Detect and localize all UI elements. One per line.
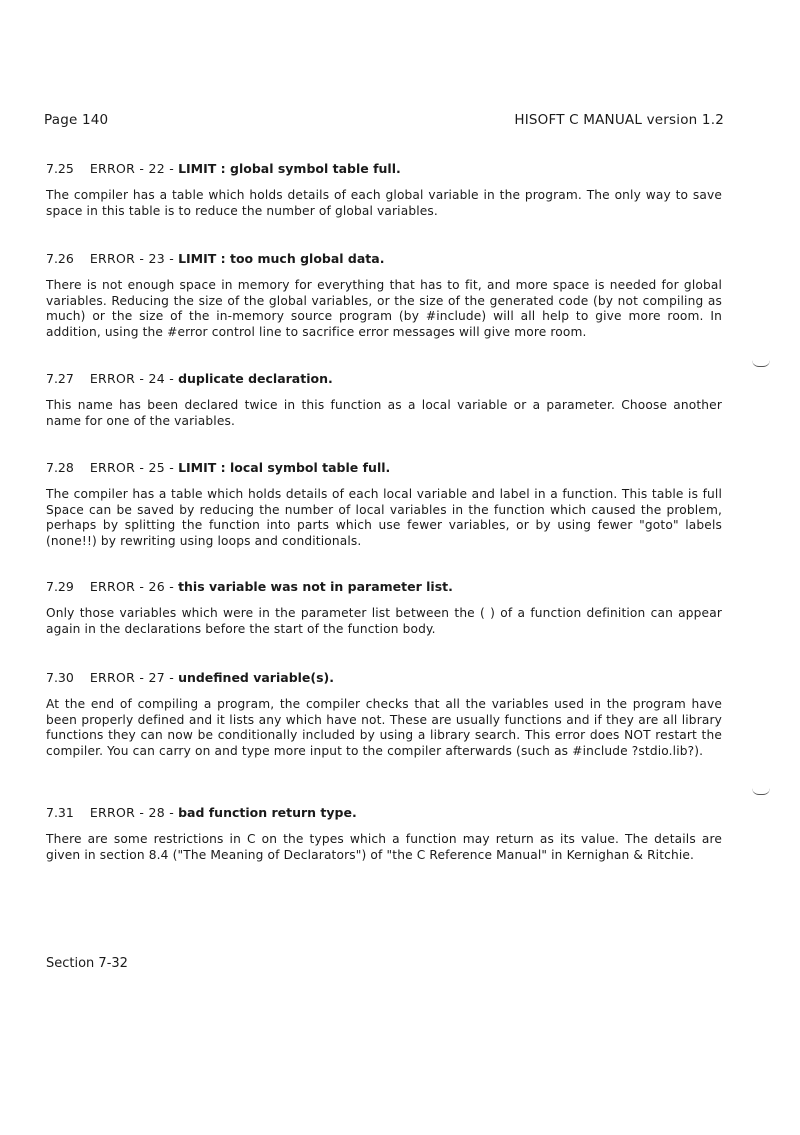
section-body: The compiler has a table which holds details of each global variable in the program. The only way to save space in this table is to reduce the number of global variables.: [46, 188, 722, 218]
section-number: 7.26: [46, 251, 74, 266]
section-body: This name has been declared twice in this function as a local variable or a parameter. Choose another name for one of the variables.: [46, 398, 722, 428]
error-code: ERROR - 25 -: [89, 460, 175, 475]
page-footer: Section 7-32: [46, 956, 128, 971]
page-number: Page 140: [44, 112, 109, 128]
error-code: ERROR - 28 -: [89, 805, 175, 820]
section-body: There are some restrictions in C on the types which a function may return as its value. The details are given in section 8.4 ("The Meaning of Declarators") of "the C Reference Manual" in Kernighan & Ritchie.: [46, 832, 722, 862]
section-number: 7.31: [46, 805, 74, 820]
section-number: 7.25: [46, 161, 74, 176]
error-section: [46, 161, 722, 219]
section-number: 7.30: [46, 670, 74, 685]
error-section: [46, 579, 722, 637]
error-code: ERROR - 24 -: [89, 371, 175, 386]
section-body: There is not enough space in memory for everything that has to fit, and more space is needed for global variables. Reducing the size of the global variables, or the size of the generated code (by not compiling as much) or the size of the in-memory source program (by #include) will all help to give more room. In addition, using the #error control line to sacrifice error messages will give more room.: [46, 278, 722, 339]
error-message: this variable was not in parameter list.: [178, 579, 453, 594]
page-header: [44, 112, 724, 128]
error-section: [46, 251, 722, 340]
section-heading: [46, 251, 722, 266]
manual-title: HISOFT C MANUAL version 1.2: [514, 112, 724, 128]
error-message: bad function return type.: [178, 805, 357, 820]
margin-mark-icon: [752, 360, 770, 367]
section-heading: [46, 579, 722, 594]
error-section: [46, 371, 722, 429]
error-section: [46, 805, 722, 863]
error-message: duplicate declaration.: [178, 371, 333, 386]
section-body: At the end of compiling a program, the compiler checks that all the variables used in the program have been properly defined and it lists any which have not. These are usually functions and if they are all library functions they can now be conditionally included by using a library search. This error does NOT restart the compiler. You can carry on and type more input to the compiler afterwards (such as #include ?stdio.lib?).: [46, 697, 722, 758]
section-heading: [46, 371, 722, 386]
section-number: 7.29: [46, 579, 74, 594]
error-section: [46, 670, 722, 759]
section-number: 7.28: [46, 460, 74, 475]
margin-mark-icon: [752, 788, 770, 795]
error-code: ERROR - 22 -: [89, 161, 175, 176]
error-code: ERROR - 23 -: [89, 251, 175, 266]
section-heading: [46, 670, 722, 685]
error-code: ERROR - 27 -: [89, 670, 175, 685]
section-heading: [46, 805, 722, 820]
error-section: [46, 460, 722, 549]
error-message: undefined variable(s).: [178, 670, 335, 685]
error-message: LIMIT : too much global data.: [178, 251, 385, 266]
error-code: ERROR - 26 -: [89, 579, 175, 594]
error-message: LIMIT : global symbol table full.: [178, 161, 401, 176]
section-number: 7.27: [46, 371, 74, 386]
error-message: LIMIT : local symbol table full.: [178, 460, 391, 475]
section-heading: [46, 460, 722, 475]
section-body: The compiler has a table which holds details of each local variable and label in a function. This table is full Space can be saved by reducing the number of local variables in the function which caused the problem, perhaps by splitting the function into parts which use fewer variables, or by using fewer "goto" labels (none!!) by rewriting using loops and conditionals.: [46, 487, 722, 548]
section-body: Only those variables which were in the parameter list between the ( ) of a function definition can appear again in the declarations before the start of the function body.: [46, 606, 722, 636]
section-heading: [46, 161, 722, 176]
